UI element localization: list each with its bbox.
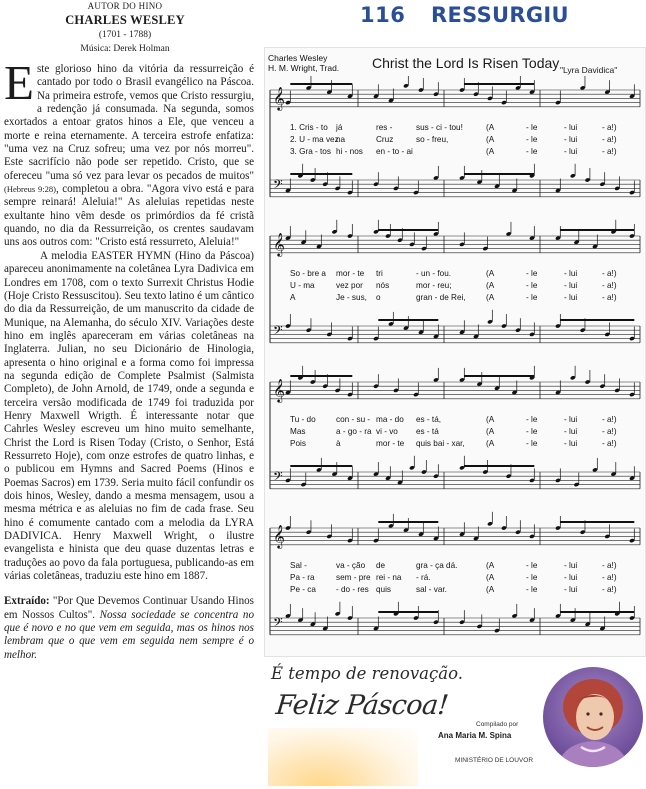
extract-label: Extraído: <box>4 595 50 608</box>
lyric-syllable: tri <box>376 269 383 278</box>
sunrise-hands-image <box>268 728 418 786</box>
lyric-syllable: - lui <box>564 281 578 290</box>
lyric-syllable: mor - te <box>376 439 405 448</box>
lyric-syllable: Pa - ra <box>290 573 315 582</box>
lyric-syllable: à <box>336 439 341 448</box>
lyric-syllable: rei - na <box>376 573 402 582</box>
lyric-syllable: mor - reu; <box>416 281 452 290</box>
lyric-syllable: - a!) <box>602 415 617 424</box>
lyric-syllable: va - ção <box>336 561 366 570</box>
composer-dates: (1701 - 1788) <box>98 30 152 40</box>
portrait-icon <box>543 667 643 767</box>
lyric-syllable: (A <box>486 293 495 302</box>
paragraph-1-end: , completou a obra. "Agora vivo está e para sempre reinará! Aleluia!" As aleluias repetidas neste exultante hino vêm desde os primórdios da fé cristã quando, no dia da Ressurreição, os crentes saudavam uns aos outros com: "Cristo está ressurreto, Aleluia!" <box>4 183 254 249</box>
lyric-syllable: - lui <box>564 147 578 156</box>
compiler-avatar <box>543 667 643 767</box>
lyric-syllable: Sal - <box>290 561 307 570</box>
treble-clef-icon: 𝄞 <box>273 524 285 548</box>
ministry-name: MINISTÉRIO DE LOUVOR <box>455 757 534 764</box>
lyric-syllable: (A <box>486 427 495 436</box>
lyric-syllable: - le <box>526 293 538 302</box>
lyric-syllable: (A <box>486 561 495 570</box>
extract-quote: Nossa sociedade se concentra no que é novo e no que vem em seguida, mas os hinos nos lembram que o que vem em seguida nem sempre é o melhor. <box>4 608 254 661</box>
lyric-syllable: - a!) <box>602 439 617 448</box>
lyric-syllable: gra - ça dá. <box>416 561 458 570</box>
author-label: AUTOR DO HINO <box>87 1 163 11</box>
lyric-syllable: já <box>336 123 343 132</box>
lyric-syllable: - lui <box>564 123 578 132</box>
lyric-syllable: vez por <box>336 281 363 290</box>
lyric-syllable: - le <box>526 573 538 582</box>
compiler-name: Ana Maria M. Spina <box>438 731 512 740</box>
lyric-syllable: (A <box>486 269 495 278</box>
bass-clef-icon: 𝄢 <box>273 177 283 195</box>
bass-clef-icon: 𝄢 <box>273 469 283 487</box>
lyric-syllable: sus - ci - tou! <box>416 123 463 132</box>
lyric-syllable: - lui <box>564 135 578 144</box>
hymn-number: 116 <box>360 3 406 27</box>
lyric-syllable: A <box>290 293 296 302</box>
article-body <box>4 55 254 662</box>
lyric-syllable: So - bre a <box>290 269 326 278</box>
lyric-syllable: (A <box>486 135 495 144</box>
lyric-syllable: vi - vo <box>376 427 398 436</box>
lyric-syllable: - le <box>526 439 538 448</box>
lyric-syllable: U - ma <box>290 281 315 290</box>
lyric-syllable: (A <box>486 123 495 132</box>
left-column <box>0 0 258 789</box>
lyric-syllable: - lui <box>564 561 578 570</box>
article-paragraph-1 <box>4 55 254 250</box>
composer-name: CHARLES WESLEY <box>65 13 185 27</box>
score-tune-name: "Lyra Davidica" <box>560 65 618 75</box>
bass-clef-icon: 𝄢 <box>273 323 283 341</box>
lyric-syllable: (A <box>486 585 495 594</box>
lyric-syllable: - lui <box>564 293 578 302</box>
lyric-syllable: es - tá <box>416 427 439 436</box>
drop-cap: E <box>4 55 34 110</box>
lyric-syllable: es - tá, <box>416 415 442 424</box>
lyric-syllable: Je - sus, <box>336 293 367 302</box>
lyric-syllable: Tu - do <box>290 415 316 424</box>
easter-greeting: Feliz Páscoa! <box>274 690 450 721</box>
lyric-syllable: - a!) <box>602 135 617 144</box>
music-credit: Música: Derek Holman <box>80 44 170 54</box>
treble-clef-icon: 𝄞 <box>273 232 285 256</box>
lyric-syllable: (A <box>486 439 495 448</box>
lyric-syllable: a - go - ra <box>336 427 372 436</box>
lyric-syllable: - le <box>526 269 538 278</box>
lyric-syllable: - le <box>526 281 538 290</box>
lyric-syllable: o <box>376 293 381 302</box>
lyric-syllable: en - to - ai <box>376 147 413 156</box>
lyric-syllable: - le <box>526 427 538 436</box>
lyric-syllable: - a!) <box>602 281 617 290</box>
extract-note <box>4 595 254 662</box>
lyric-syllable: (A <box>486 415 495 424</box>
lyric-syllable: quis <box>376 585 392 594</box>
lyric-syllable: Mas <box>290 427 306 436</box>
lyric-syllable: - a!) <box>602 269 617 278</box>
lyric-syllable: quis bai - xar, <box>416 439 465 448</box>
lyric-syllable: - un - fou. <box>416 269 452 278</box>
lyric-syllable: 3. Gra - tos <box>290 147 331 156</box>
extract-source: "Por Que Devemos Continuar Usando Hinos em Nossos Cultos". <box>4 595 254 621</box>
score-author: Charles Wesley <box>268 53 328 63</box>
renewal-tagline: É tempo de renovação. <box>271 664 463 683</box>
lyric-syllable: - a!) <box>602 573 617 582</box>
lyric-syllable: - a!) <box>602 427 617 436</box>
lyric-syllable: (A <box>486 281 495 290</box>
lyric-syllable: Pois <box>290 439 306 448</box>
lyric-syllable: - a!) <box>602 561 617 570</box>
lyric-syllable: - rá. <box>416 573 431 582</box>
lyric-syllable: - a!) <box>602 147 617 156</box>
bible-reference: (Hebreus 9:28) <box>4 184 56 195</box>
lyric-syllable: - le <box>526 585 538 594</box>
lyric-syllable: de <box>376 561 386 570</box>
lyric-syllable: so - freu, <box>416 135 449 144</box>
lyric-syllable: Cruz <box>376 135 394 144</box>
hymn-title: RESSURGIU <box>431 3 569 27</box>
bass-clef-icon: 𝄢 <box>273 615 283 633</box>
lyric-syllable: - a!) <box>602 585 617 594</box>
paragraph-1-text: ste glorioso hino da vitória da ressurreição é cantado por todo o Brasil evangélico na Páscoa. Na primeira estrofe, vemos que Cristo ressurgiu, a redenção já consumada. Na segunda, somos exortados a entoar gratos hinos a Ele, que venceu a morte e reina eternamente. A terceira estrofe enfatiza: "uma vez na Cruz sofreu; uma vez por nós morreu". Este sacrifício não pode ser repetido. Cristo, que se ofereceu "uma só vez para levar os pecados de muitos" <box>4 63 254 182</box>
lyric-syllable: - lui <box>564 415 578 424</box>
lyric-syllable: - le <box>526 123 538 132</box>
lyric-syllable: mor - te <box>336 269 365 278</box>
lyric-syllable: sal - var. <box>416 585 447 594</box>
lyric-syllable: sem - pre <box>336 573 371 582</box>
lyric-syllable: na <box>336 135 346 144</box>
lyric-syllable: - lui <box>564 439 578 448</box>
lyric-syllable: - le <box>526 415 538 424</box>
lyric-syllable: - a!) <box>602 293 617 302</box>
lyric-syllable: 1. Cris - to <box>290 123 328 132</box>
lyric-syllable: con - su - <box>336 415 371 424</box>
article-paragraph-2: A melodia EASTER HYMN (Hino da Páscoa) apareceu anonimamente na coletânea Lyra Dadivica em Londres em 1708, com o texto Surrexit Christus Hodie (Hoje Cristo Ressuscitou). Seu texto latino é um cântico do dia da Ressurreição, de um manuscrito da cidade de Munique, na Alemanha, do século XIV. Variações deste hino em inglês apareceram em várias coletâneas na Inglaterra. Julian, no seu Dicionário de Hinologia, apresenta o hino original e a forma como foi impressa na segunda edição de Complete Psalmist (Salmista Completo), de John Arnold, de 1749, onde a segunda e terceira versão modificada de 1749 foi traduzida por Henry Maxwell Wrigth. É interessante notar que Cahrles Wesley escreveu um hino muito semelhante, Christ the Lord is Risen Today (Cristo, o Senhor, Está Ressurreto Hoje), com onze estrofes de quatro linhas, e o publicou em Hymns and Sacred Poems (Hinos e Poemas Sacros) em 1739. Seria muito fácil confundir os dois hinos, Wesley, dando a mesma mensagem, usou a mesma métrica e as aleluias no fim de cada frase. Seu hino é comumente cantado com a melodia da LYRA DADIVICA. Henry Maxwell Wright, o ilustre evangelista e hinista que deu quase duzentas letras e traduções ao povo da fala portuguesa, publicando-as em várias coletâneas, traduziu este hino em 1887. <box>4 249 254 583</box>
lyric-syllable: - le <box>526 135 538 144</box>
lyric-syllable: - lui <box>564 269 578 278</box>
lyric-syllable: res - <box>376 123 393 132</box>
lyric-syllable: 2. U - ma vez <box>290 135 339 144</box>
lyric-syllable: - lui <box>564 427 578 436</box>
lyric-syllable: - lui <box>564 573 578 582</box>
lyric-syllable: - do - res <box>336 585 369 594</box>
lyric-syllable: (A <box>486 147 495 156</box>
score-title: Christ the Lord Is Risen Today <box>372 55 560 71</box>
score-translator: H. M. Wright, Trad. <box>268 63 340 73</box>
lyric-syllable: gran - de Rei, <box>416 293 466 302</box>
treble-clef-icon: 𝄞 <box>273 378 285 402</box>
lyric-syllable: - lui <box>564 585 578 594</box>
lyric-syllable: - a!) <box>602 123 617 132</box>
treble-clef-icon: 𝄞 <box>273 86 285 110</box>
lyric-syllable: Pe - ca <box>290 585 316 594</box>
compiled-by-label: Compilado por <box>476 721 519 728</box>
music-staves <box>264 76 646 656</box>
lyric-syllable: (A <box>486 573 495 582</box>
lyric-syllable: hi - nos <box>336 147 363 156</box>
lyric-syllable: ma - do <box>376 415 404 424</box>
lyric-syllable: - le <box>526 147 538 156</box>
lyric-syllable: - le <box>526 561 538 570</box>
lyric-syllable: nós <box>376 281 390 290</box>
